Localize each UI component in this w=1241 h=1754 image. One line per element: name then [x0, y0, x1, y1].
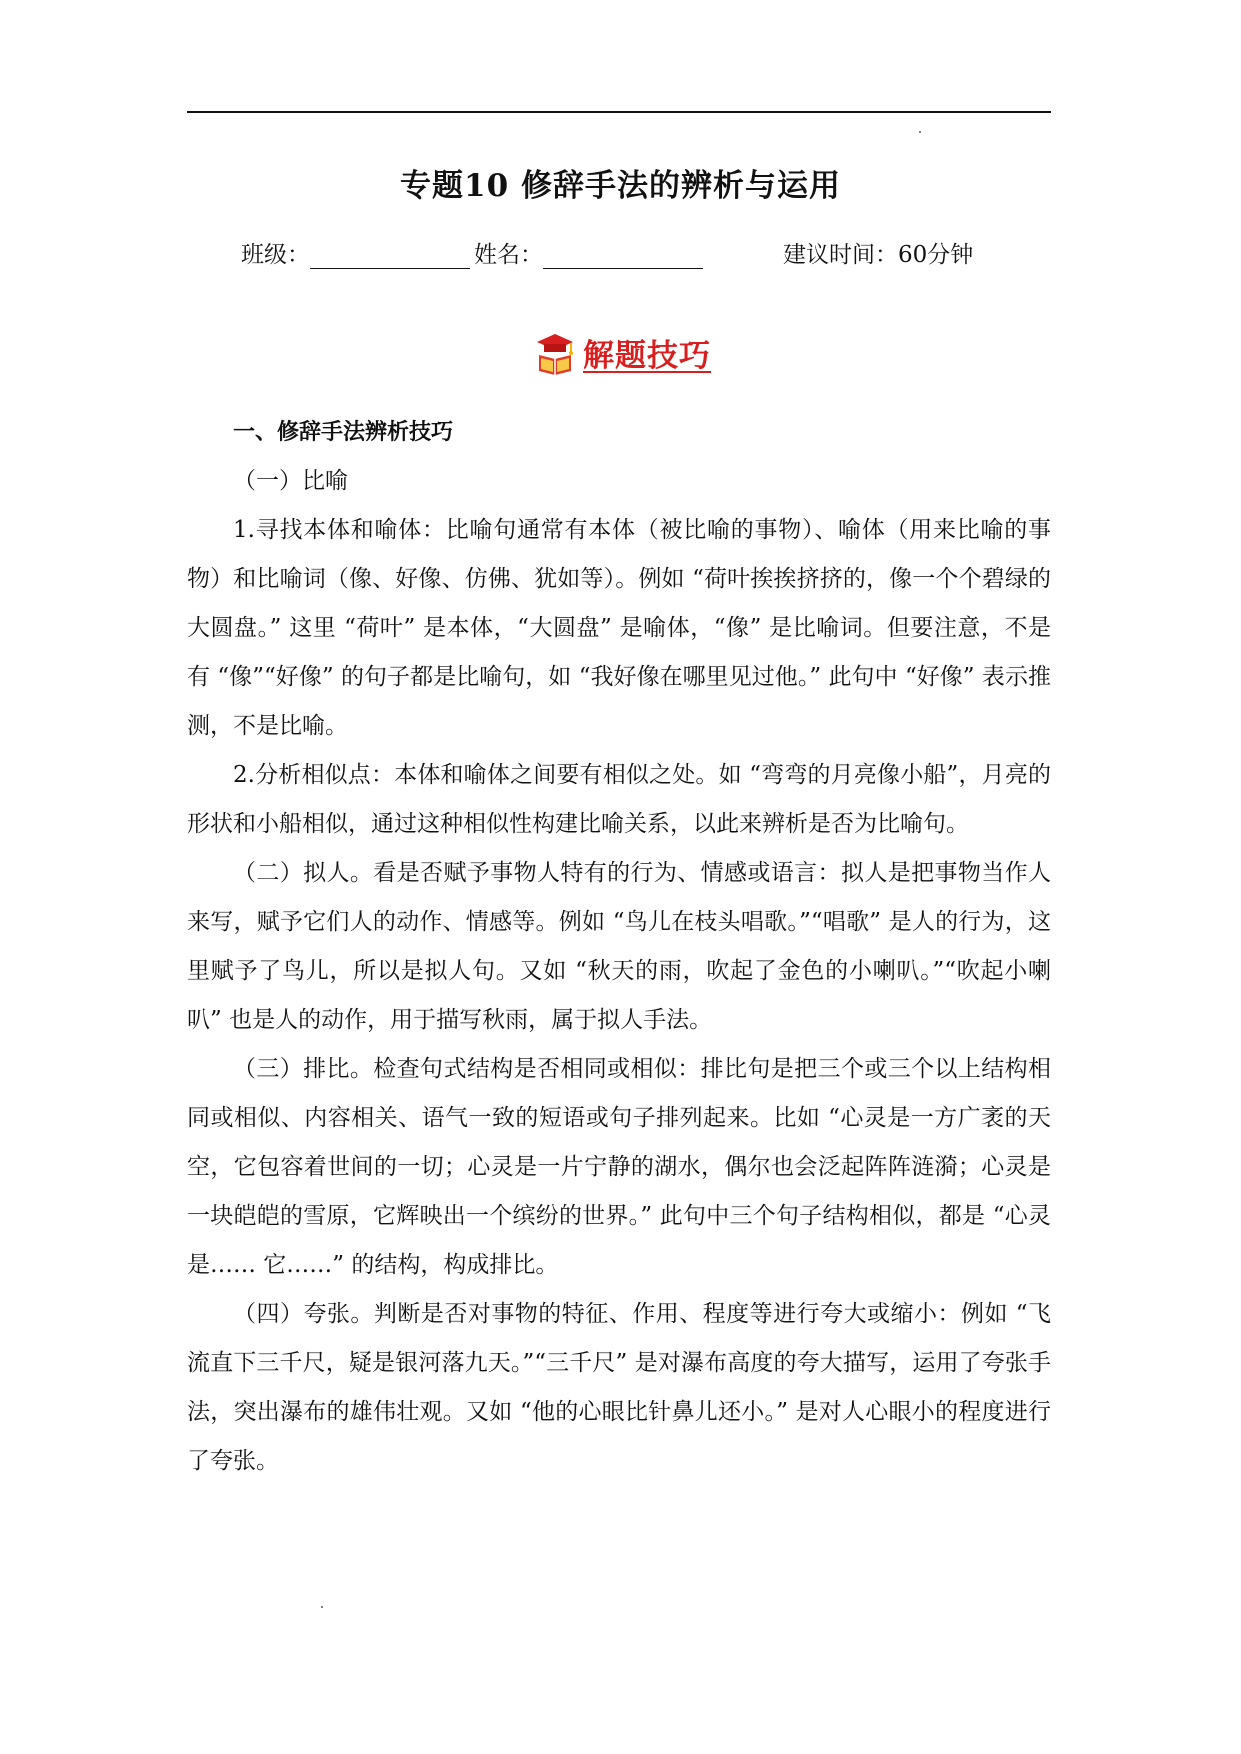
class-blank[interactable] — [310, 246, 470, 269]
sub-heading-metaphor: （一）比喻 — [233, 468, 348, 494]
speck-bottom — [321, 1606, 323, 1608]
document-body — [187, 408, 1051, 1486]
info-line — [241, 236, 973, 269]
paragraph: （三）排比。检查句式结构是否相同或相似：排比句是把三个或三个以上结构相同或相似、内容相关、语气一致的短语或句子排列起来。比如 “心灵是一方广袤的天空，它包容着世间的一切；心灵是一片宁静的湖水，偶尔也会泛起阵阵涟漪；心灵是一块皑皑的雪原，它辉映出一个缤纷的世界。” 此句中三个句子结构相似，都是 “心灵是…… 它……” 的结构，构成排比。 — [187, 1056, 1051, 1278]
book-graduation-cap-icon — [533, 331, 577, 375]
paragraph: （二）拟人。看是否赋予事物人特有的行为、情感或语言：拟人是把事物当作人来写，赋予它们人的动作、情感等。例如 “鸟儿在枝头唱歌。”“唱歌” 是人的行为，这里赋予了鸟儿，所以是拟人句。又如 “秋天的雨，吹起了金色的小喇叭。”“吹起小喇叭” 也是人的动作，用于描写秋雨，属于拟人手法。 — [187, 860, 1051, 1033]
paragraph: 1.寻找本体和喻体：比喻句通常有本体（被比喻的事物）、喻体（用来比喻的事物）和比喻词（像、好像、仿佛、犹如等）。例如 “荷叶挨挨挤挤的，像一个个碧绿的大圆盘。” 这里 “荷叶” 是本体，“大圆盘” 是喻体，“像” 是比喻词。但要注意，不是有 “像”“好像” 的句子都是比喻句，如 “我好像在哪里见过他。” 此句中 “好像” 表示推测，不是比喻。 — [187, 517, 1051, 739]
paragraph: （四）夸张。判断是否对事物的特征、作用、程度等进行夸大或缩小：例如 “飞流直下三千尺，疑是银河落九天。”“三千尺” 是对瀑布高度的夸大描写，运用了夸张手法，突出瀑布的雄伟壮观。又如 “他的心眼比针鼻儿还小。” 是对人心眼小的程度进行了夸张。 — [187, 1301, 1051, 1474]
page-title: 专题10 修辞手法的辨析与运用 — [400, 168, 841, 204]
solving-tips-badge — [533, 330, 711, 375]
speck-top — [919, 131, 921, 133]
section-heading: 一、修辞手法辨析技巧 — [233, 420, 454, 445]
class-label: 班级： — [241, 242, 310, 268]
name-blank[interactable] — [543, 246, 703, 269]
suggested-time: 建议时间：60分钟 — [783, 242, 974, 268]
paragraph: 2.分析相似点：本体和喻体之间要有相似之处。如 “弯弯的月亮像小船”，月亮的形状和小船相似，通过这种相似性构建比喻关系，以此来辨析是否为比喻句。 — [187, 762, 1051, 837]
name-label: 姓名： — [474, 242, 543, 268]
badge-label: 解题技巧 — [583, 338, 711, 374]
header-rule — [187, 111, 1051, 113]
